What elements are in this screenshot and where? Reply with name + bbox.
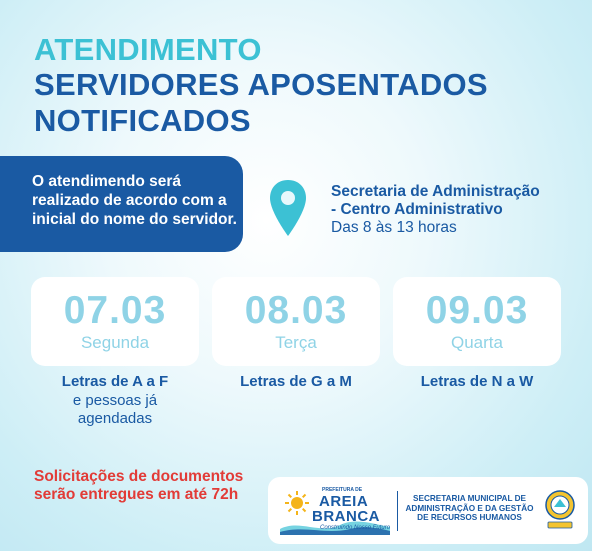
location-line-2: - Centro Administrativo bbox=[331, 201, 503, 218]
letters-range-3: Letras de N a W bbox=[420, 373, 534, 390]
notice-text: Solicitações de documentos serão entregues em até 72h bbox=[34, 468, 244, 503]
secretariat-name: SECRETARIA MUNICIPAL DE ADMINISTRAÇÃO E DA GESTÃO DE RECURSOS HUMANOS bbox=[405, 494, 534, 522]
city-crest-icon bbox=[544, 488, 576, 532]
footer-logos bbox=[268, 477, 588, 544]
card-date: 07.03 bbox=[63, 289, 167, 332]
location-hours: Das 8 às 13 horas bbox=[331, 219, 457, 236]
card-day: Quarta bbox=[451, 333, 503, 352]
letters-note-1: e pessoas já agendadas bbox=[72, 392, 158, 427]
title-notificados: NOTIFICADOS bbox=[34, 103, 251, 138]
card-date: 09.03 bbox=[425, 289, 529, 332]
location-line-1: Secretaria de Administração bbox=[331, 183, 540, 200]
info-box bbox=[0, 156, 243, 252]
date-card-1 bbox=[31, 277, 199, 366]
card-day: Terça bbox=[275, 333, 317, 352]
title-atendimento: ATENDIMENTO bbox=[34, 32, 262, 67]
letters-range-1: Letras de A a F bbox=[61, 373, 169, 390]
logo-branca: BRANCA bbox=[312, 508, 380, 525]
title-servidores: SERVIDORES APOSENTADOS bbox=[34, 67, 488, 102]
logo-tagline: Construindo Nosso Futuro bbox=[320, 525, 391, 531]
date-card-2 bbox=[212, 277, 380, 366]
logo-areia: AREIA bbox=[319, 493, 369, 510]
info-text: O atendimendo será realizado de acordo com a inicial do nome do servidor. bbox=[32, 173, 237, 228]
logo-prefeitura-label: PREFEITURA DE bbox=[322, 487, 363, 493]
sun-icon bbox=[284, 490, 310, 516]
letters-range-2: Letras de G a M bbox=[240, 373, 352, 390]
location-pin-icon bbox=[268, 178, 308, 240]
card-day: Segunda bbox=[80, 333, 150, 352]
card-date: 08.03 bbox=[244, 289, 348, 332]
footer-divider bbox=[397, 491, 398, 531]
date-card-3 bbox=[393, 277, 561, 366]
